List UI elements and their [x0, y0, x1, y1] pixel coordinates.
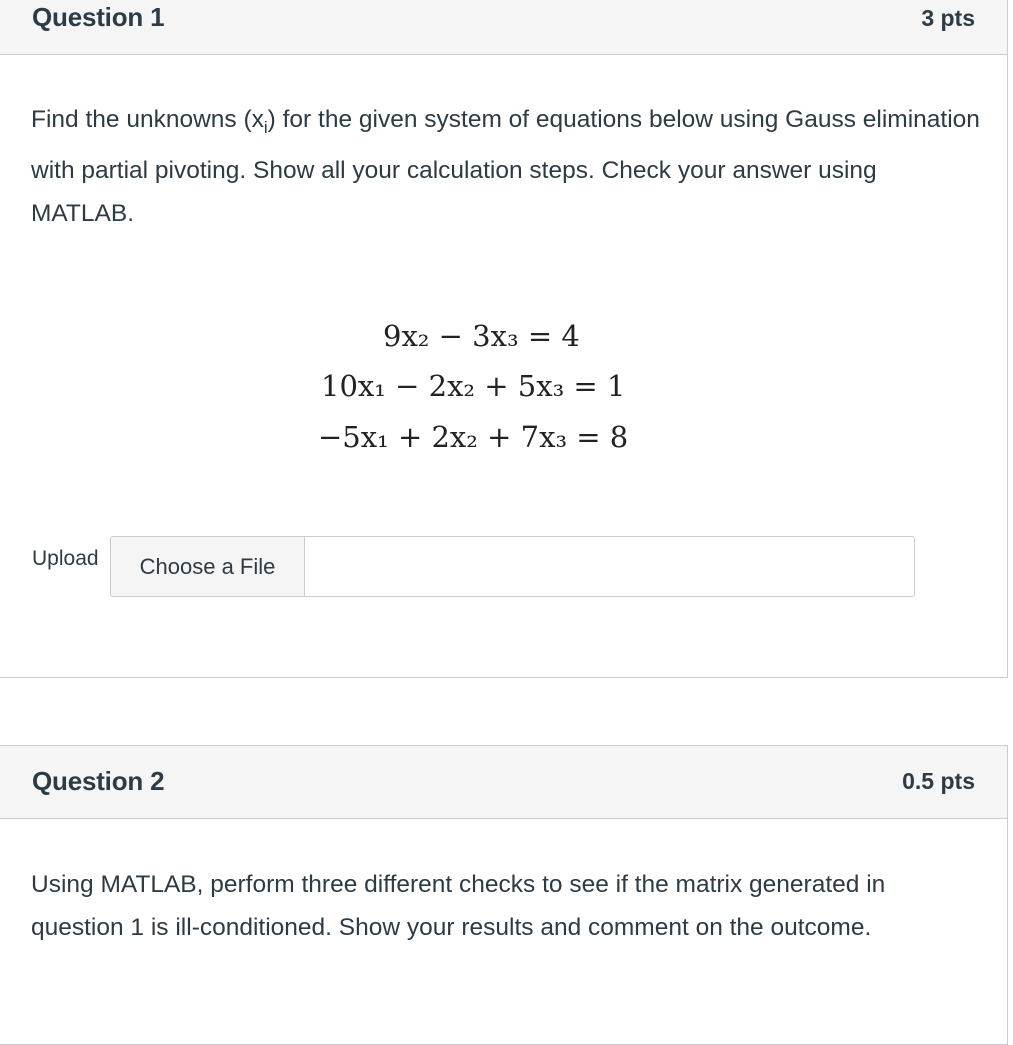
question-2-title: Question 2 — [32, 766, 165, 796]
choose-file-button[interactable]: Choose a File — [111, 537, 305, 596]
question-1-header — [0, 0, 1007, 55]
question-1-text-subscript: i — [263, 117, 268, 137]
question-2-points: 0.5 pts — [902, 768, 975, 794]
question-1-text-part1: Find the unknowns (x — [31, 106, 264, 133]
question-1-title: Question 1 — [32, 2, 165, 32]
upload-label: Upload — [32, 547, 99, 570]
question-2-header — [0, 746, 1007, 819]
question-2-text: Using MATLAB, perform three different checks to see if the matrix generated in question 1 is ill-conditioned. Show your results and comment on the outcome. — [31, 871, 886, 941]
equation-3: −5x₁ + 2x₂ + 7x₃ = 8 — [318, 420, 629, 454]
question-1-text-part2: ) for the given system of equations below using Gauss elimination with partial pivoting. Show all your calculation steps. Check your answer using MATLAB. — [31, 106, 980, 227]
equation-1: 9x₂ − 3x₃ = 4 — [383, 319, 580, 353]
question-1-text — [31, 98, 981, 235]
equation-2: 10x₁ − 2x₂ + 5x₃ = 1 — [321, 369, 626, 403]
file-upload-field[interactable] — [110, 536, 915, 597]
question-1-points: 3 pts — [921, 5, 975, 31]
question-2-card — [0, 745, 1008, 1045]
